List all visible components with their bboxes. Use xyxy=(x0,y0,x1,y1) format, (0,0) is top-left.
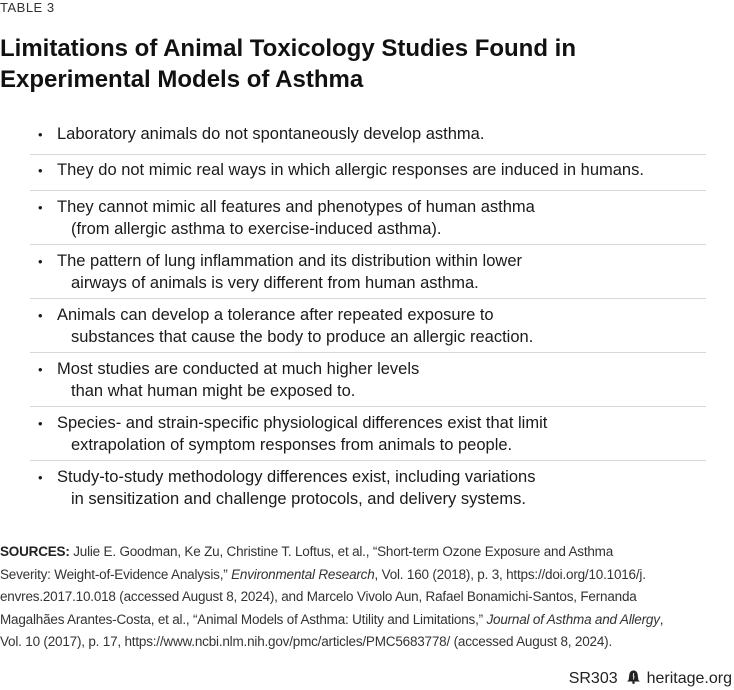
list-item-text: The pattern of lung inflammation and its distribution within lower xyxy=(57,252,522,270)
site-link[interactable]: heritage.org xyxy=(646,670,732,687)
sources-text: , xyxy=(659,611,664,627)
bullet-icon: • xyxy=(38,127,43,142)
bullet-icon: • xyxy=(38,308,43,323)
list-item-text: Laboratory animals do not spontaneously develop asthma. xyxy=(57,125,485,143)
list-item-text: They do not mimic real ways in which allergic responses are induced in humans. xyxy=(57,161,644,179)
bullet-icon: • xyxy=(38,416,43,431)
table-label: TABLE 3 xyxy=(0,0,55,15)
list-item-text-continued: (from allergic asthma to exercise-induced asthma). xyxy=(71,220,442,238)
report-id: SR303 xyxy=(568,670,618,687)
list-item xyxy=(30,407,706,461)
list-item-text: They cannot mimic all features and phenotypes of human asthma xyxy=(57,198,535,216)
list-item xyxy=(30,353,706,407)
sources-line: Vol. 10 (2017), p. 17, https://www.ncbi.nlm.nih.gov/pmc/articles/PMC5683778/ (accessed August 8, 2024). xyxy=(0,634,612,649)
bullet-icon: • xyxy=(38,254,43,269)
bullet-icon: • xyxy=(38,200,43,215)
sources-line xyxy=(0,609,734,632)
list-item-text-continued: extrapolation of symptom responses from animals to people. xyxy=(71,436,513,454)
list-item-text-continued: than what human might be exposed to. xyxy=(71,382,356,400)
list-item xyxy=(30,155,706,191)
footer xyxy=(569,669,732,689)
journal-name: Journal of Asthma and Allergy xyxy=(486,611,660,627)
sources-text: , Vol. 160 (2018), p. 3, https://doi.org/10.1016/j. xyxy=(374,566,646,582)
list-item xyxy=(30,299,706,353)
list-item xyxy=(30,245,706,299)
list-item-text: Study-to-study methodology differences exist, including variations xyxy=(57,468,536,486)
limitations-list xyxy=(30,119,706,514)
liberty-bell-icon xyxy=(626,670,641,684)
bullet-icon: • xyxy=(38,362,43,377)
table-title xyxy=(0,33,700,95)
title-line-1: Limitations of Animal Toxicology Studies Found in xyxy=(0,35,576,62)
sources-note xyxy=(0,541,734,654)
bullet-icon: • xyxy=(38,163,43,178)
title-line-2: Experimental Models of Asthma xyxy=(0,66,364,93)
bullet-icon: • xyxy=(38,470,43,485)
sources-text: Julie E. Goodman, Ke Zu, Christine T. Loftus, et al., “Short-term Ozone Exposure and Asthma xyxy=(69,544,614,559)
list-item-text-continued: substances that cause the body to produce an allergic reaction. xyxy=(71,328,534,346)
sources-text: Severity: Weight-of-Evidence Analysis,” xyxy=(0,566,232,582)
list-item xyxy=(30,461,706,514)
list-item-text-continued: airways of animals is very different from human asthma. xyxy=(71,274,479,292)
list-item-text: Species- and strain-specific physiological differences exist that limit xyxy=(57,414,548,432)
journal-name: Environmental Research xyxy=(231,566,375,582)
sources-text: Magalhães Arantes-Costa, et al., “Animal Models of Asthma: Utility and Limitations,” xyxy=(0,611,487,627)
sources-line xyxy=(0,541,734,564)
sources-line xyxy=(0,564,734,587)
list-item xyxy=(30,119,706,155)
list-item-text: Most studies are conducted at much higher levels xyxy=(57,360,420,378)
list-item-text-continued: in sensitization and challenge protocols, and delivery systems. xyxy=(71,490,526,508)
sources-label: SOURCES: xyxy=(0,544,70,559)
sources-line: envres.2017.10.018 (accessed August 8, 2024), and Marcelo Vivolo Aun, Rafael Bonamichi-Santos, Fernanda xyxy=(0,589,637,604)
list-item xyxy=(30,191,706,245)
list-item-text: Animals can develop a tolerance after repeated exposure to xyxy=(57,306,494,324)
